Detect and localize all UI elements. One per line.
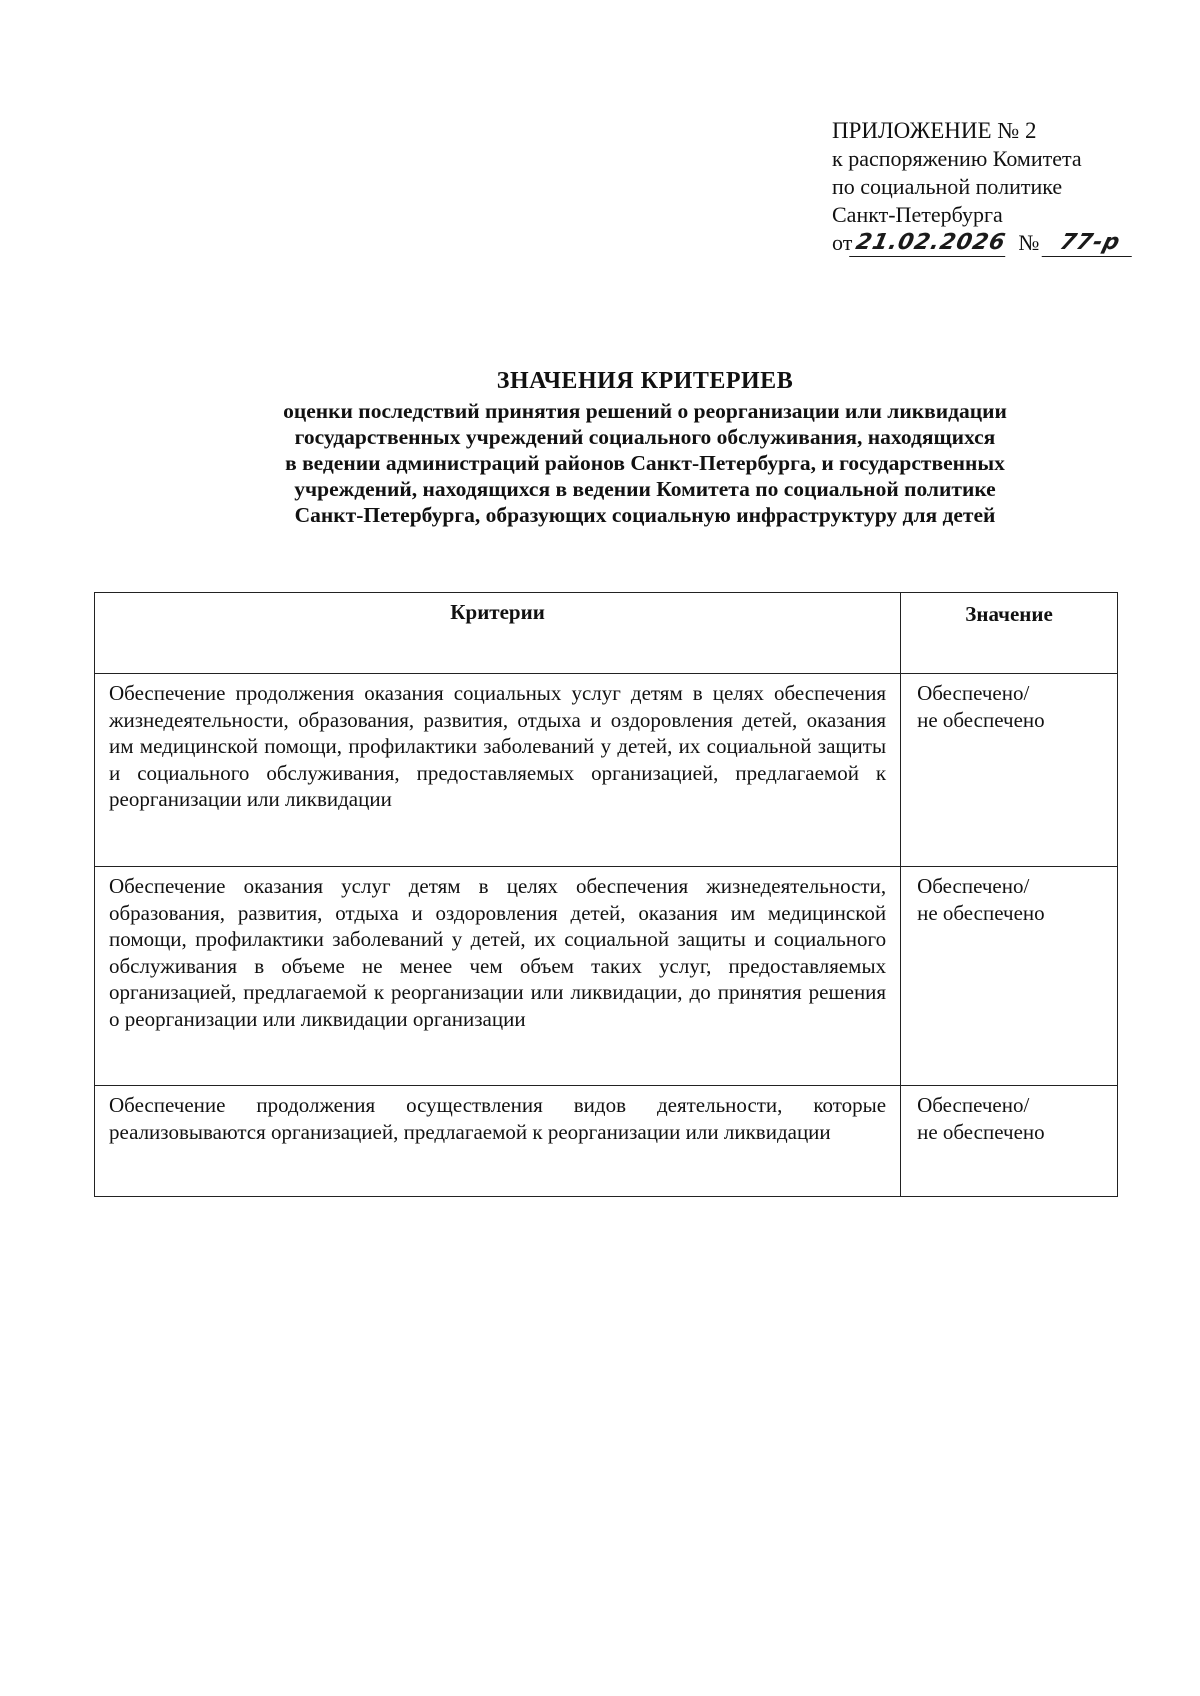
date-prefix: от (832, 230, 853, 255)
header-criteria: Критерии (95, 593, 901, 674)
handwritten-date: 21.02.2026 (849, 230, 1011, 257)
appendix-line-3: Санкт-Петербурга (832, 202, 1003, 227)
criterion-cell: Обеспечение оказания услуг детям в целях обеспечения жизнедеятельности, образования, развития, отдыха и оздоровления детей, оказания им медицинской помощи, профилактики заболеваний у детей, их социальной защиты и социального обслуживания в объеме не менее чем объем таких услуг, предоставляемых организацией, предлагаемой к реорганизации или ликвидации, до принятия решения о реорганизации или ликвидации организации (95, 867, 901, 1086)
criteria-table (94, 592, 1118, 1197)
document-title: ЗНАЧЕНИЯ КРИТЕРИЕВ (496, 368, 794, 394)
appendix-block (832, 117, 1152, 257)
value-line-2: не обеспечено (917, 1119, 1045, 1144)
table-row (95, 867, 1118, 1086)
appendix-date-line (832, 229, 1152, 257)
appendix-title: ПРИЛОЖЕНИЕ № 2 (832, 118, 1037, 143)
table-row (95, 1086, 1118, 1197)
subtitle-line-5: Санкт-Петербурга, образующих социальную инфраструктуру для детей (294, 503, 996, 527)
value-line-1: Обеспечено/ (917, 874, 1030, 898)
table-row (95, 674, 1118, 867)
subtitle-line-4: учреждений, находящихся в ведении Комитета по социальной политике (294, 477, 996, 501)
appendix-line-2: по социальной политике (832, 174, 1063, 199)
value-line-2: не обеспечено (917, 707, 1045, 732)
appendix-line-1: к распоряжению Комитета (832, 146, 1082, 171)
value-cell (901, 867, 1118, 1086)
value-cell (901, 674, 1118, 867)
value-cell (901, 1086, 1118, 1197)
value-line-1: Обеспечено/ (917, 681, 1030, 705)
table-header-row (95, 593, 1118, 674)
criterion-cell: Обеспечение продолжения осуществления видов деятельности, которые реализовываются организацией, предлагаемой к реорганизации или ликвидации (95, 1086, 901, 1197)
value-line-2: не обеспечено (917, 900, 1045, 925)
subtitle-line-3: в ведении администраций районов Санкт-Петербурга, и государственных (285, 451, 1005, 475)
criterion-cell: Обеспечение продолжения оказания социальных услуг детям в целях обеспечения жизнедеятельности, образования, развития, отдыха и оздоровления детей, оказания им медицинской помощи, профилактики заболеваний у детей, их социальной защиты и социального обслуживания, предоставляемых организацией, предлагаемой к реорганизации или ликвидации (95, 674, 901, 867)
document-subtitle (120, 398, 1170, 528)
number-sign: № (1018, 230, 1040, 255)
subtitle-line-1: оценки последствий принятия решений о реорганизации или ликвидации (283, 399, 1007, 423)
value-line-1: Обеспечено/ (917, 1093, 1030, 1117)
subtitle-line-2: государственных учреждений социального обслуживания, находящихся (294, 425, 996, 449)
handwritten-number: 77-р (1042, 230, 1139, 257)
document-heading (120, 366, 1170, 528)
header-value: Значение (901, 593, 1118, 674)
